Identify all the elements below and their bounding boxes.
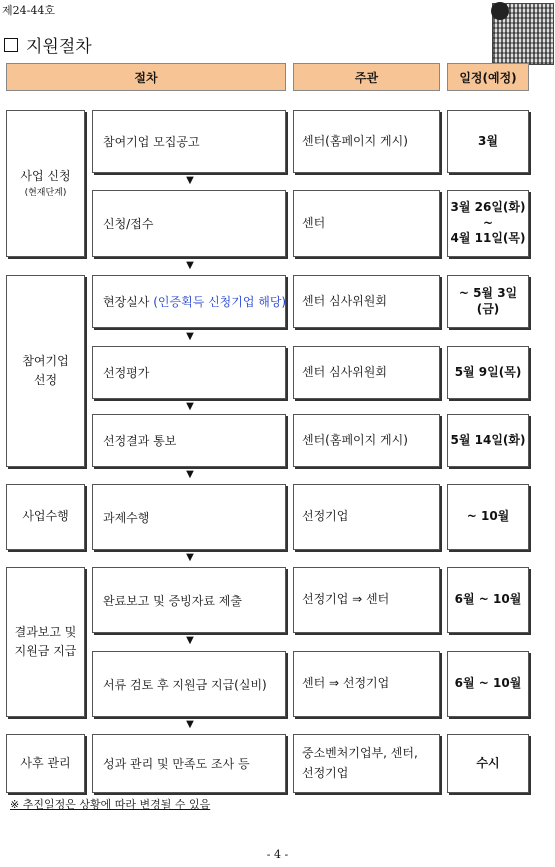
arrow-down-icon: ▼ [186,401,194,412]
stage-select-label-2: 선정 [33,373,58,387]
date-report: 6월 ~ 10월 [447,567,529,633]
step-followup: 성과 관리 및 만족도 조사 등 [92,734,286,793]
date-notify: 5월 14일(화) [447,414,529,467]
date-recruit: 3월 [447,110,529,173]
org-notify: 센터(홈페이지 게시) [293,414,440,467]
date-evaluation: 5월 9일(목) [447,346,529,399]
date-perform: ~ 10월 [447,484,529,550]
document-number: 제24-44호 [2,4,55,17]
stage-after [6,734,85,793]
org-followup-line-1: 중소벤처기업부, 센터, [302,746,418,761]
stage-perform-label: 사업수행 [22,509,69,524]
step-notify: 선정결과 통보 [92,414,286,467]
org-evaluation: 센터 심사위원회 [293,346,440,399]
org-followup-line-2: 선정기업 [302,765,349,780]
page-number: - 4 - [266,848,289,861]
stage-select [6,275,85,467]
qr-code-image [492,3,554,65]
arrow-down-icon: ▼ [186,260,194,271]
step-evaluation: 선정평가 [92,346,286,399]
org-payment: 센터 ⇒ 선정기업 [293,651,440,717]
step-site-visit-label: 현장실사 [103,295,150,309]
org-apply: 센터 [293,190,440,257]
section-title-text: 지원절차 [26,37,92,57]
date-apply [447,190,529,257]
stage-apply-label: 사업 신청 [20,168,71,183]
step-perform: 과제수행 [92,484,286,550]
checkbox-square-icon [4,38,18,52]
step-payment: 서류 검토 후 지원금 지급(실비) [92,651,286,717]
arrow-down-icon: ▼ [186,719,194,730]
step-apply: 신청/접수 [92,190,286,257]
arrow-down-icon: ▼ [186,469,194,480]
header-schedule: 일정(예정) [447,63,529,91]
arrow-down-icon: ▼ [186,175,194,186]
stage-perform [6,484,85,550]
step-site-visit [92,275,286,328]
stage-apply [6,110,85,257]
stage-report [6,567,85,717]
stage-apply-sub: (현재단계) [24,187,67,198]
header-step: 절차 [6,63,286,91]
org-recruit: 센터(홈페이지 게시) [293,110,440,173]
org-followup [293,734,440,793]
arrow-down-icon: ▼ [186,552,194,563]
date-apply-end: 4월 11일(목) [450,231,526,246]
date-apply-sep: ~ [482,215,494,230]
org-report: 선정기업 ⇒ 센터 [293,567,440,633]
header-org: 주관 [293,63,440,91]
org-site-visit: 센터 심사위원회 [293,275,440,328]
step-report: 완료보고 및 증빙자료 제출 [92,567,286,633]
date-apply-start: 3월 26일(화) [450,200,526,215]
schedule-note: ※ 추진일정은 상황에 따라 변경될 수 있음 [10,798,211,811]
date-site-visit: ~ 5월 3일(금) [447,275,529,328]
stage-after-label: 사후 관리 [20,755,71,770]
stage-report-label-2: 지원금 지급 [14,644,77,658]
arrow-down-icon: ▼ [186,331,194,342]
stage-report-label-1: 결과보고 및 [14,624,77,639]
step-site-visit-note: (인증획득 신청기업 해당) [153,295,287,309]
certification-badge-icon [491,2,509,20]
arrow-down-icon: ▼ [186,635,194,646]
stage-select-label-1: 참여기업 [22,353,69,368]
date-payment: 6월 ~ 10월 [447,651,529,717]
date-followup: 수시 [447,734,529,793]
step-recruit: 참여기업 모집공고 [92,110,286,173]
org-perform: 선정기업 [293,484,440,550]
section-title [4,32,92,57]
